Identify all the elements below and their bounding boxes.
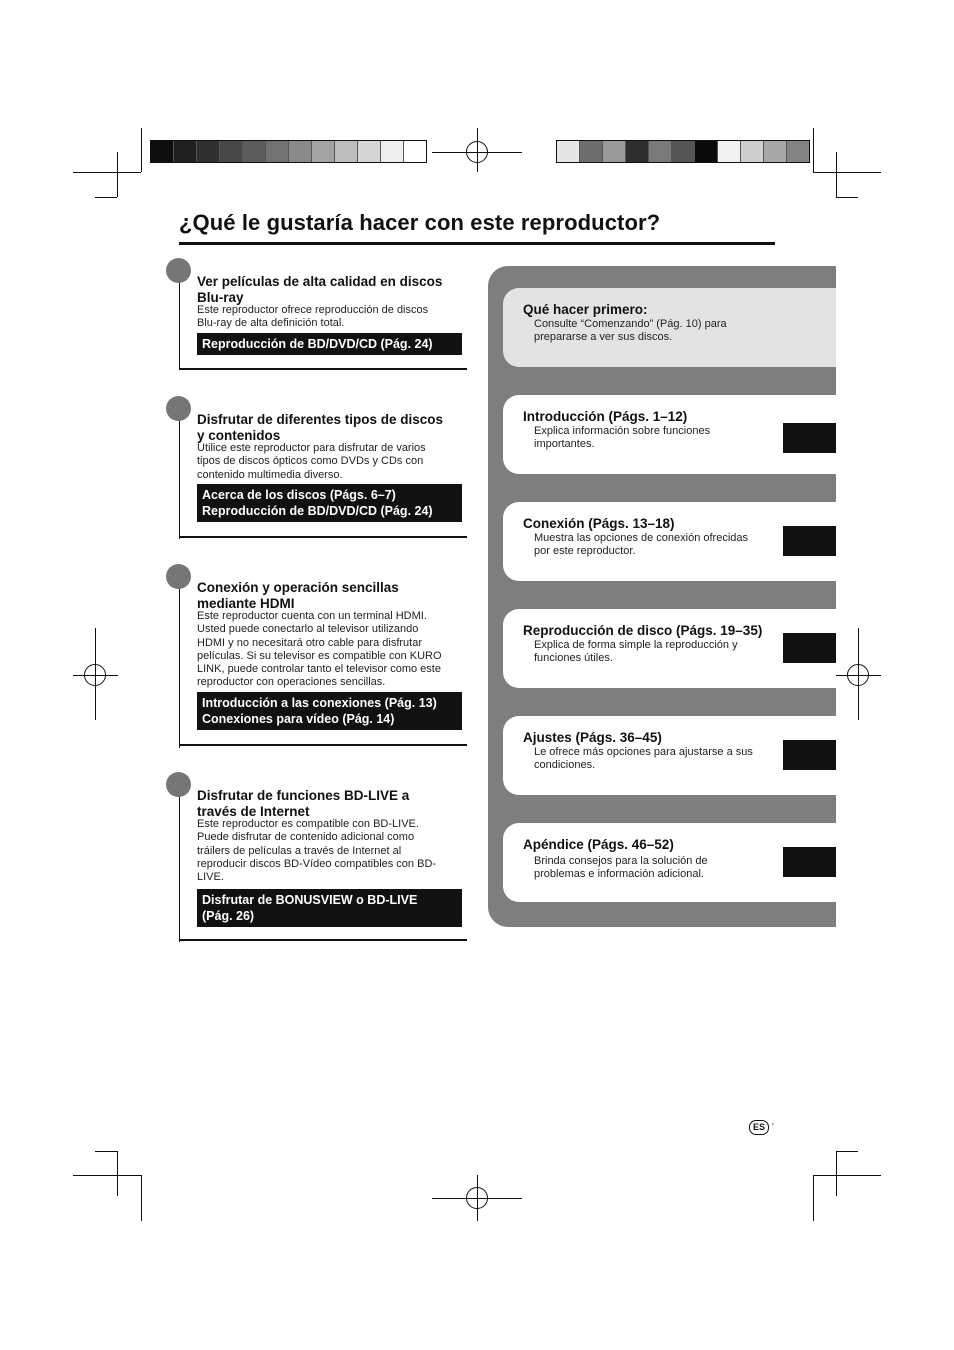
color-calibration-bar-left — [150, 140, 427, 163]
chapter-description: Explica de forma simple la reproducción y funciones útiles. — [534, 639, 738, 665]
page-number-marker: · — [771, 1118, 775, 1130]
chapter-connection — [503, 502, 836, 581]
chapter-disc-playback — [503, 609, 836, 688]
color-swatch — [289, 141, 312, 162]
feature-disc-types — [179, 400, 467, 539]
color-swatch — [404, 141, 426, 162]
color-swatch — [151, 141, 174, 162]
language-badge: ES — [749, 1120, 769, 1135]
color-swatch — [718, 141, 741, 162]
bullet-dot — [166, 772, 191, 797]
feature-title: Disfrutar de funciones BD-LIVE a través de Internet — [197, 788, 410, 819]
feature-description: Utilice este reproductor para disfrutar de varios tipos de discos ópticos como DVDs y CDs con contenido multimedia diverso. — [197, 442, 426, 481]
chapter-index-tab — [783, 847, 836, 877]
page-reference-box: Acerca de los discos (Págs. 6–7) Reproducción de BD/DVD/CD (Pág. 24) — [197, 484, 462, 522]
bullet-dot — [166, 564, 191, 589]
chapter-index-tab — [783, 423, 836, 453]
chapter-index-tab — [783, 526, 836, 556]
color-swatch — [557, 141, 580, 162]
feature-title: Disfrutar de diferentes tipos de discos y contenidos — [197, 412, 444, 443]
color-swatch — [243, 141, 266, 162]
feature-hdmi — [179, 568, 467, 748]
chapter-description: Muestra las opciones de conexión ofrecidas por este reproductor. — [534, 532, 749, 558]
color-swatch — [764, 141, 787, 162]
feature-bluray — [179, 262, 467, 370]
chapter-description: Consulte “Comenzando” (Pág. 10) para prepararse a ver sus discos. — [534, 318, 727, 344]
chapter-introduction — [503, 395, 836, 474]
page-reference-box: Introducción a las conexiones (Pág. 13) Conexiones para vídeo (Pág. 14) — [197, 692, 462, 730]
color-swatch — [358, 141, 381, 162]
chapter-description: Le ofrece más opciones para ajustarse a sus condiciones. — [534, 746, 753, 772]
chapter-title: Conexión (Págs. 13–18) — [523, 516, 675, 531]
color-swatch — [741, 141, 764, 162]
chapter-title: Ajustes (Págs. 36–45) — [523, 730, 662, 745]
color-swatch — [266, 141, 289, 162]
chapter-index-tab — [783, 740, 836, 770]
color-swatch — [381, 141, 404, 162]
color-swatch — [335, 141, 358, 162]
color-swatch — [695, 141, 718, 162]
feature-description: Este reproductor cuenta con un terminal HDMI. Usted puede conectarlo al televisor utilizando HDMI y no necesitará otro cable para disfrutar películas. Si su televisor es compatible con KURO LINK, puede controlar tanto el televisor como este reproductor con operaciones sencillas. — [197, 610, 442, 689]
chapter-title: Apéndice (Págs. 46–52) — [523, 837, 674, 852]
chapter-appendix — [503, 823, 836, 902]
feature-title: Ver películas de alta calidad en discos Blu-ray — [197, 274, 443, 305]
feature-bdlive — [179, 776, 467, 942]
color-swatch — [580, 141, 603, 162]
chapter-description: Brinda consejos para la solución de problemas e información adicional. — [534, 855, 708, 881]
bullet-dot — [166, 258, 191, 283]
title-underline — [179, 242, 775, 245]
chapter-description: Explica información sobre funciones importantes. — [534, 425, 711, 451]
chapter-title: Introducción (Págs. 1–12) — [523, 409, 688, 424]
color-swatch — [649, 141, 672, 162]
color-swatch — [672, 141, 695, 162]
color-swatch — [787, 141, 809, 162]
page-title: ¿Qué le gustaría hacer con este reproductor? — [179, 210, 661, 235]
chapter-title: Reproducción de disco (Págs. 19–35) — [523, 623, 763, 638]
feature-description: Este reproductor es compatible con BD-LIVE. Puede disfrutar de contenido adicional como tráilers de películas a través de Internet al reproducir discos BD-Vídeo compatibles con BD- LIVE. — [197, 818, 437, 884]
page-reference-box: Disfrutar de BONUSVIEW o BD-LIVE (Pág. 26) — [197, 889, 462, 927]
chapter-index-tab — [783, 633, 836, 663]
feature-title: Conexión y operación sencillas mediante HDMI — [197, 580, 399, 611]
color-swatch — [626, 141, 649, 162]
page-reference-box: Reproducción de BD/DVD/CD (Pág. 24) — [197, 333, 462, 355]
color-calibration-bar-right — [556, 140, 810, 163]
color-swatch — [603, 141, 626, 162]
color-swatch — [197, 141, 220, 162]
feature-description: Este reproductor ofrece reproducción de discos Blu-ray de alta definición total. — [197, 304, 429, 330]
color-swatch — [220, 141, 243, 162]
chapter-title: Qué hacer primero: — [523, 302, 648, 317]
chapter-first-steps — [503, 288, 836, 367]
chapter-settings — [503, 716, 836, 795]
bullet-dot — [166, 396, 191, 421]
color-swatch — [312, 141, 335, 162]
color-swatch — [174, 141, 197, 162]
